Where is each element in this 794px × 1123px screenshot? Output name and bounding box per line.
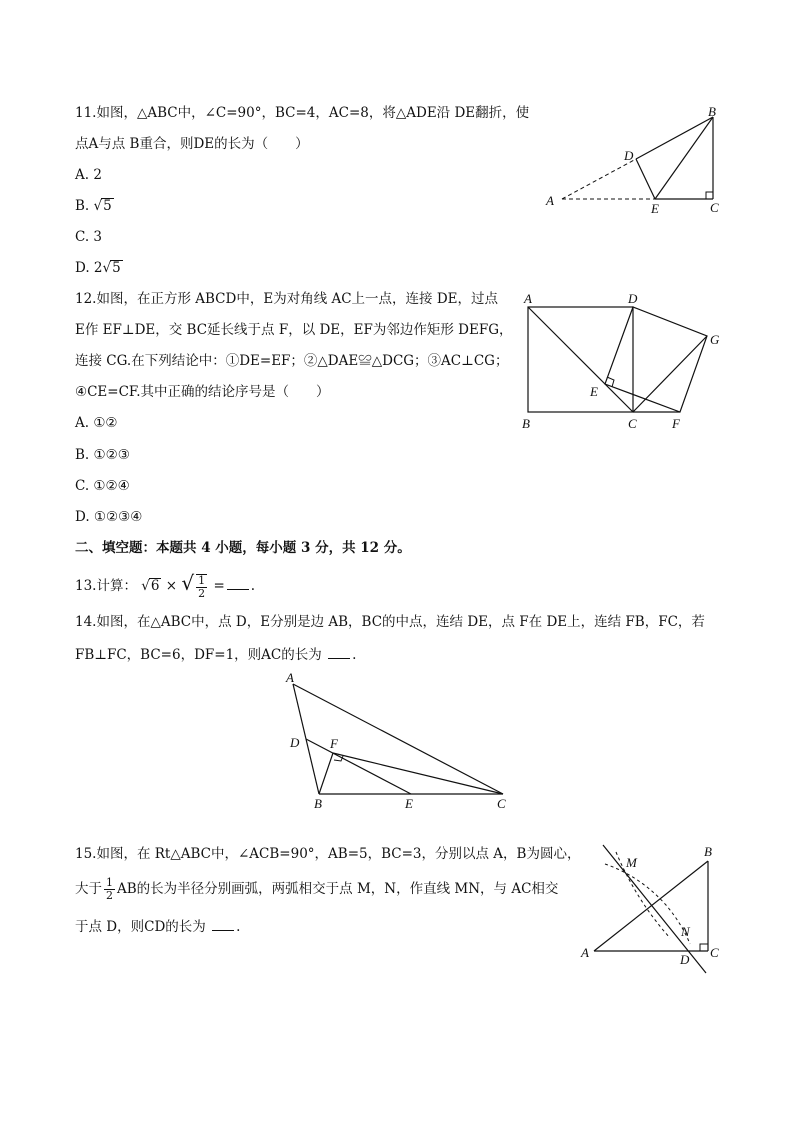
q13-equals: = bbox=[213, 578, 225, 594]
q11-option-c: C. 3 bbox=[75, 229, 103, 245]
q11-label-E: E bbox=[651, 201, 659, 216]
q15-label-M: M bbox=[626, 855, 637, 870]
q14-label-A: A bbox=[286, 670, 294, 685]
sqrt-sign: √ bbox=[141, 578, 150, 594]
q11-label-D: D bbox=[624, 148, 634, 163]
q13-end: . bbox=[250, 578, 256, 594]
q12-label-C: C bbox=[628, 416, 637, 431]
q15-end: . bbox=[236, 919, 241, 935]
q12-option-c: C. ①②④ bbox=[75, 478, 130, 494]
q12-stem-line3: 连接 CG.在下列结论中：①DE=EF；②△DAE≌△DCG；③AC⊥CG； bbox=[75, 353, 509, 369]
q12-label-F: F bbox=[672, 416, 680, 431]
q12-label-D: D bbox=[628, 291, 638, 306]
q15-label-B: B bbox=[704, 844, 712, 859]
q15-seg-AB bbox=[594, 861, 708, 951]
q15-stem-line3-text: 于点 D，则CD的长为 bbox=[75, 919, 206, 935]
q11-option-b-label: B. bbox=[75, 198, 90, 214]
q13-frac-den: 2 bbox=[198, 586, 206, 600]
q13-prefix: 13.计算： bbox=[75, 578, 137, 594]
q14-label-B: B bbox=[314, 796, 322, 811]
q15-label-D: D bbox=[680, 952, 690, 967]
q15-right-angle bbox=[700, 944, 708, 951]
q14-stem-line1: 14.如图，在△ABC中，点 D，E分别是边 AB，BC的中点，连结 DE，点 F在 DE上，连结 FB，FC，若 bbox=[75, 614, 705, 630]
q12-label-B: B bbox=[522, 416, 530, 431]
section-heading: 二、填空题：本题共 4 小题，每小题 3 分，共 12 分。 bbox=[75, 540, 411, 556]
q12-label-E: E bbox=[590, 384, 598, 399]
sqrt-sign: √ bbox=[93, 198, 103, 214]
q12-option-a: A. ①② bbox=[75, 415, 118, 431]
q15-label-A: A bbox=[581, 945, 589, 960]
q14-stem-line2-text: FB⊥FC，BC=6，DF=1，则AC的长为 bbox=[75, 647, 322, 663]
q11-stem-line2: 点A与点 B重合，则DE的长为（ ） bbox=[75, 136, 309, 152]
q11-option-b-radicand: 5 bbox=[103, 198, 112, 214]
q14-label-D: D bbox=[290, 735, 300, 750]
q15-label-N: N bbox=[681, 924, 690, 939]
sqrt-sign: √ bbox=[102, 260, 112, 276]
q12-label-A: A bbox=[524, 291, 532, 306]
q11-option-d-label: D. 2 bbox=[75, 260, 103, 276]
q11-option-d-radicand: 5 bbox=[112, 260, 121, 276]
q13-frac-num: 1 bbox=[198, 573, 206, 587]
q14-label-C: C bbox=[497, 796, 506, 811]
q15-frac-num: 1 bbox=[106, 876, 113, 889]
q14-end: . bbox=[352, 647, 357, 663]
q11-label-A: A bbox=[546, 193, 554, 208]
q12-option-d: D. ①②③④ bbox=[75, 509, 143, 525]
q15-line-MN bbox=[603, 845, 706, 973]
q12-option-b: B. ①②③ bbox=[75, 447, 130, 463]
q12-stem-line2: E作 EF⊥DE，交 BC延长线于点 F，以 DE，EF为邻边作矩形 DEFG， bbox=[75, 322, 513, 338]
q11-label-C: C bbox=[710, 200, 719, 215]
q14-label-F: F bbox=[330, 736, 338, 751]
q12-label-G: G bbox=[710, 332, 720, 347]
q11-stem-line1: 11.如图，△ABC中，∠C=90°，BC=4，AC=8，将△ADE沿 DE翻折，使 bbox=[75, 105, 530, 121]
q11-option-a: A. 2 bbox=[75, 167, 102, 183]
q11-label-B: B bbox=[708, 104, 716, 119]
q12-stem-line4: ④CE=CF.其中正确的结论序号是（ ） bbox=[75, 384, 330, 400]
q15-frac-den: 2 bbox=[106, 889, 113, 902]
q15-stem-line1: 15.如图，在 Rt△ABC中，∠ACB=90°，AB=5，BC=3，分别以点 A，B为圆心， bbox=[75, 846, 581, 862]
q15-prefix: 大于 bbox=[75, 881, 102, 897]
q13-radicand-1: 6 bbox=[150, 578, 160, 594]
sqrt-sign: √ bbox=[181, 571, 195, 595]
q15-suffix: AB的长为半径分别画弧，两弧相交于点 M，N，作直线 MN，与 AC相交 bbox=[117, 881, 559, 897]
q15-label-C: C bbox=[710, 945, 719, 960]
q14-label-E: E bbox=[405, 796, 413, 811]
q12-stem-line1: 12.如图，在正方形 ABCD中，E为对角线 AC上一点，连接 DE，过点 bbox=[75, 291, 499, 307]
q13-times: × bbox=[165, 578, 178, 594]
